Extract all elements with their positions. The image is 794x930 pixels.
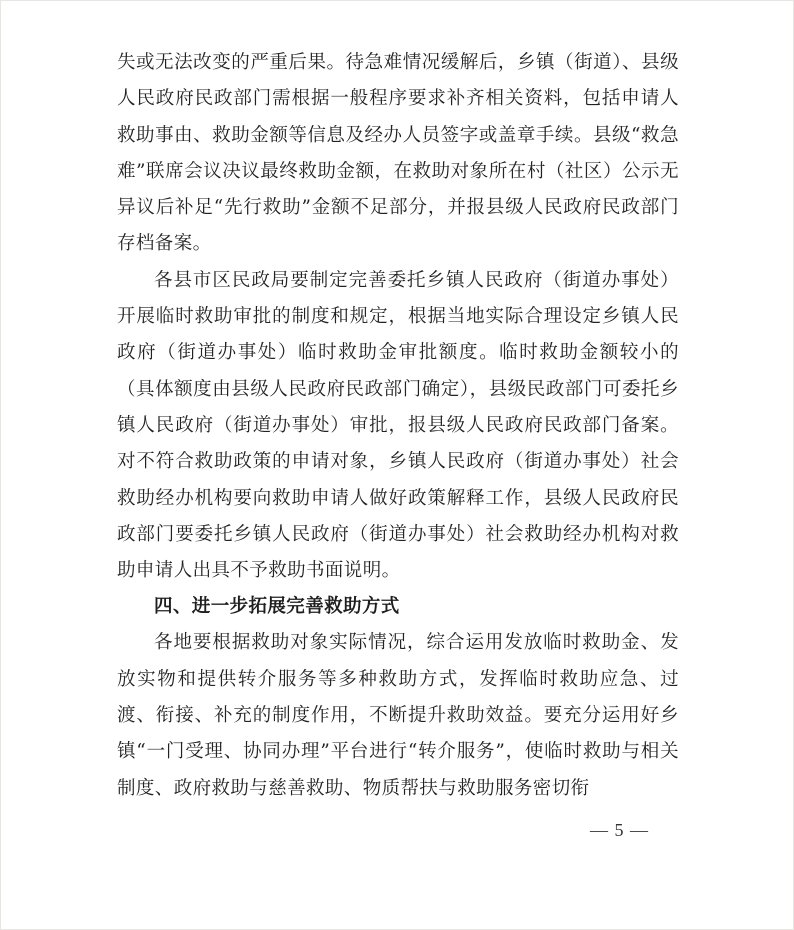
document-body [117, 45, 679, 807]
paragraph-continuation: 失或无法改变的严重后果。待急难情况缓解后，乡镇（街道）、县级人民政府民政部门需根据一般程序要求补齐相关资料，包括申请人救助事由、救助金额等信息及经办人员签字或盖章手续。县级“救急难”联席会议决议最终救助金额，在救助对象所在村（社区）公示无异议后补足“先行救助”金额不足部分，并报县级人民政府民政部门存档备案。 [117, 52, 679, 255]
paragraph-approval-delegation: 各县市区民政局要制定完善委托乡镇人民政府（街道办事处）开展临时救助审批的制度和规定，根据当地实际合理设定乡镇人民政府（街道办事处）临时救助金审批额度。临时救助金额较小的（具体额度由县级人民政府民政部门确定），县级民政部门可委托乡镇人民政府（街道办事处）审批，报县级人民政府民政部门备案。对不符合救助政策的申请对象，乡镇人民政府（街道办事处）社会救助经办机构要向救助申请人做好政策解释工作，县级人民政府民政部门要委托乡镇人民政府（街道办事处）社会救助经办机构对救助申请人出具不予救助书面说明。 [117, 269, 679, 582]
page-number: — 5 — [590, 820, 649, 840]
paragraph-assistance-methods: 各地要根据救助对象实际情况，综合运用发放临时救助金、发放实物和提供转介服务等多种救助方式，发挥临时救助应急、过渡、衔接、补充的制度作用，不断提升救助效益。要充分运用好乡镇“一门受理、协同办理”平台进行“转介服务”，使临时救助与相关制度、政府救助与慈善救助、物质帮扶与救助服务密切衔 [117, 632, 679, 799]
section-heading: 四、进一步拓展完善救助方式 [154, 596, 400, 618]
